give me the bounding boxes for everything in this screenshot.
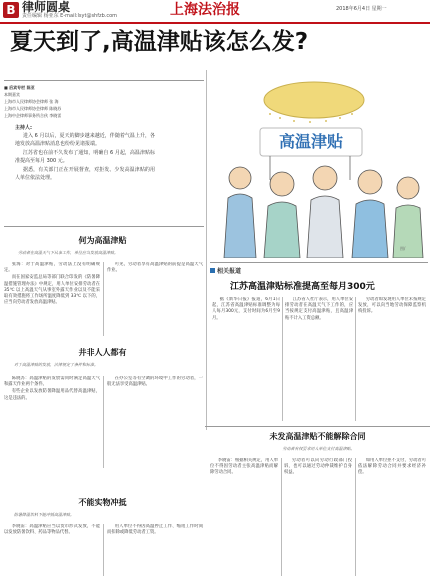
- abstract: [15, 124, 155, 183]
- section-lede: 劳动者在高温天气下从事工作，单位应当发放高温津贴。: [18, 250, 118, 255]
- cartoon-label: 高温津贴: [278, 132, 343, 151]
- body-paragraph: 可见，劳动者享有高温津贴的前提是高温天气作业。: [107, 262, 203, 274]
- page-headline: 夏天到了,高温津贴该怎么发?: [10, 29, 309, 55]
- figure-worker: [352, 170, 388, 258]
- issue-date: 2018年6月4日 星期一: [336, 6, 387, 12]
- article-body: [284, 458, 352, 576]
- column-divider: [355, 297, 356, 421]
- news-body: [358, 297, 426, 421]
- body-paragraph: 在办公室等有空调的环境中工作的劳动者，一般无法享受高温津贴。: [107, 376, 203, 388]
- column-divider: [103, 262, 104, 336]
- body-paragraph: 劳动者可以向劳动行政部门投诉，也可以通过劳动仲裁维护自身权益。: [284, 458, 352, 476]
- section-body: [4, 524, 100, 576]
- section-body: [4, 262, 100, 336]
- column-divider: [281, 458, 282, 576]
- cartoon-illustration: [210, 70, 425, 258]
- tag-label: 相关报道: [217, 268, 242, 275]
- section-body: [107, 524, 203, 576]
- divider: [205, 426, 430, 427]
- header-rule: [0, 22, 430, 24]
- guest-line: 上海中企律师事务所合伙 李晓雷: [4, 113, 62, 118]
- article-title: 未发高温津贴不能解除合同: [269, 432, 366, 441]
- article-lede: 劳动者有权要求用人单位支付高温津贴。: [282, 446, 355, 451]
- tag-square-icon: [210, 268, 215, 273]
- section-title: 井非人人都有: [78, 348, 127, 357]
- section-lede: 防暑降温饮料不能冲抵高温津贴。: [14, 512, 74, 517]
- body-paragraph: 而在国家安监总局等部门联合印发的《防暑降温措施管理办法》中规定，用人单位安排劳动者在 35℃ 以上高温天气从事室外露天作业以及不能采取有效措施将工作场所温度降低到 33℃ 以下的，应当向劳动者发放高温津贴。: [4, 275, 100, 306]
- news-body: [212, 297, 280, 421]
- body-paragraph: 劳动者如发现用人单位未按规定发放，可以向当地劳动保障监察机构投诉。: [358, 297, 426, 315]
- abstract-paragraph: 进入 6 月以后，夏天的脚步越来越近，伴随着气温上升，各地发放高温津贴消息也纷纷见诸报端。: [15, 133, 155, 147]
- section-title: 何为高温津贴: [78, 236, 127, 245]
- abstract-paragraph: 据悉，有关部门正在开展督查，对拒发、少发高温津贴的用人单位依法处理。: [15, 167, 155, 181]
- newspaper-masthead: 上海法治报: [170, 2, 240, 18]
- body-paragraph: 李晓雷：根据相关规定，用人单位不得因劳动者主张高温津贴而解除劳动合同。: [210, 458, 278, 476]
- divider: [210, 262, 428, 263]
- article-body: [210, 458, 278, 576]
- figure-worker: [224, 167, 256, 258]
- news-title: 江苏高温津贴标准提高至每月300元: [230, 282, 375, 292]
- editor-credits: 责任编辑 杨亚东 E-mail:lsyt@shfzb.com: [22, 13, 118, 19]
- figure-worker: [307, 166, 343, 258]
- section-body: [107, 376, 203, 468]
- body-paragraph: 有些企业以发放防暑降温用品代替高温津贴，这是违法的。: [4, 389, 100, 401]
- figure-worker: [264, 172, 300, 258]
- news-body: [285, 297, 353, 421]
- section-lede: 对于高温津贴的发放，法律规定了条件和标准。: [14, 362, 98, 367]
- article-body: [358, 458, 426, 576]
- body-paragraph: 李晓雷：高温津贴应当以货币形式发放，不能以发放防暑饮料、药品等物品代替。: [4, 524, 100, 536]
- abstract-lead: 主持人:: [15, 125, 32, 131]
- guest-line: 上海市人民律师协会律师 张 海: [4, 99, 59, 104]
- column-divider: [282, 297, 283, 421]
- cartoon-svg: [210, 70, 425, 258]
- guest-list: [4, 84, 104, 119]
- guest-line: 上海市人民律师协会律师 陈晓苏: [4, 106, 62, 111]
- section-title: 不能实物冲抵: [78, 498, 127, 507]
- abstract-paragraph: 江苏省也在前不久发布了通知，明确自 6 月起，高温津贴标准提高至每月 300 元。: [15, 150, 155, 164]
- sun-shape: [264, 82, 364, 118]
- body-paragraph: 用人单位不得因高温停止工作、缩短工作时间而扣除或降低劳动者工资。: [107, 524, 203, 536]
- section-body: [4, 376, 100, 468]
- section-badge: B: [3, 2, 19, 18]
- guest-line: 本期嘉宾: [4, 92, 20, 97]
- body-paragraph: 如用人单位拒不支付，劳动者可依法解除劳动合同并要求经济补偿。: [358, 458, 426, 476]
- body-paragraph: 江苏省人社厅表示，用人单位安排劳动者在高温天气下工作的，应当按规定支付高温津贴，且高温津贴不计入工资总额。: [285, 297, 353, 321]
- column-divider: [103, 524, 104, 576]
- figure-worker: [393, 177, 423, 258]
- section-body: [107, 262, 203, 336]
- column-divider: [103, 376, 104, 468]
- body-paragraph: 张海：对于高温津贴，劳动法上没有明确规定。: [4, 262, 100, 274]
- related-news-tag: [210, 268, 241, 276]
- guest-line: ■ 后宾专栏 陈亚: [4, 85, 35, 90]
- divider: [4, 226, 204, 227]
- column-divider: [206, 70, 207, 430]
- cartoon-credit: 图/: [400, 246, 406, 251]
- divider: [4, 80, 204, 81]
- body-paragraph: 据《新华日报》报道，6月1日起，江苏省高温津贴标准调整为每人每月300元，支付时间为6月至9月。: [212, 297, 280, 321]
- section-name: 律师圆桌: [22, 0, 71, 14]
- column-divider: [355, 458, 356, 576]
- body-paragraph: 陈晓苏：高温津贴的发放需同时满足高温天气和露天作业两个条件。: [4, 376, 100, 388]
